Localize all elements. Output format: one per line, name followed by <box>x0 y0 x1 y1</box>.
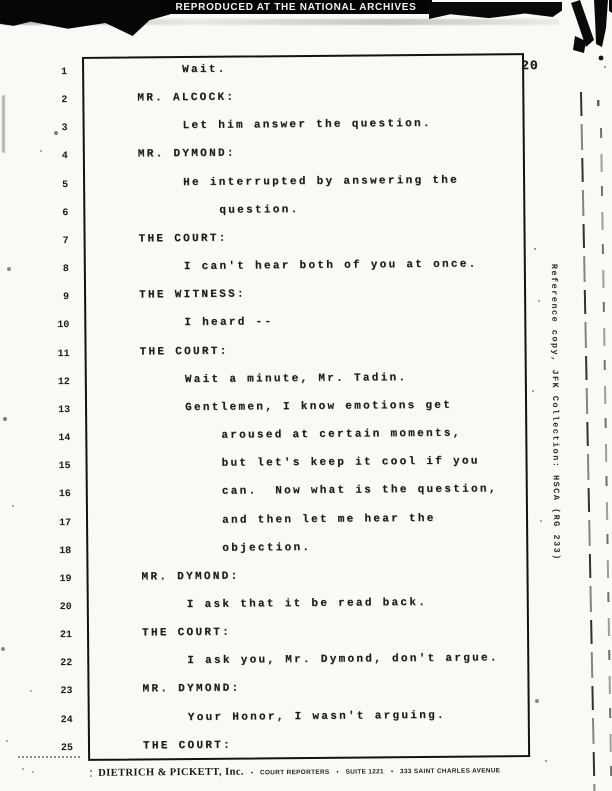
line-number: 20 <box>59 602 72 614</box>
line-number: 21 <box>59 630 73 642</box>
transcript-line <box>39 258 539 291</box>
line-number: 25 <box>60 742 74 754</box>
transcript-line <box>37 89 537 122</box>
transcript-line <box>40 343 540 376</box>
reference-stamp: Reference copy, JFK Collection: HSCA (RG 233) <box>548 263 562 561</box>
line-text: He interrupted by answering the <box>183 174 460 189</box>
line-number: 3 <box>61 123 68 135</box>
line-number: 11 <box>57 348 70 360</box>
line-number: 9 <box>63 292 70 304</box>
line-number: 18 <box>59 545 72 557</box>
footer-separator-dot: • <box>336 769 339 776</box>
line-text: objection. <box>222 541 312 555</box>
line-text: I heard -- <box>184 316 274 330</box>
line-text: THE COURT: <box>139 345 229 359</box>
transcript-line <box>41 540 541 573</box>
page-number: 20 <box>521 57 539 74</box>
line-number: 23 <box>60 686 73 698</box>
footer-detail: COURT REPORTERS <box>259 768 330 777</box>
transcript-line <box>38 145 538 178</box>
line-text: Wait a minute, Mr. Tadin. <box>184 371 408 386</box>
line-number: 16 <box>58 489 71 501</box>
line-number: 5 <box>62 179 69 191</box>
transcript-line <box>42 596 542 629</box>
line-number: 15 <box>58 461 71 473</box>
scan-artifact-streak <box>2 95 5 153</box>
line-text: MR. ALCOCK: <box>137 91 236 105</box>
line-number: 19 <box>59 573 72 585</box>
line-text: I ask that it be read back. <box>186 596 428 612</box>
transcript-line <box>40 399 540 432</box>
line-number: 10 <box>57 320 70 332</box>
transcript-line <box>41 568 541 601</box>
line-number: 8 <box>62 264 69 276</box>
line-number: 2 <box>61 95 68 107</box>
line-number: 6 <box>62 207 69 219</box>
line-text: MR. DYMOND: <box>137 148 236 161</box>
transcript-line <box>39 314 539 347</box>
line-text: I can't hear both of you at once. <box>183 258 478 274</box>
footer-separator-dot: • <box>390 769 394 776</box>
reporter-firm-name: DIETRICH & PICKETT, Inc. <box>98 766 244 779</box>
transcript-line <box>42 652 542 685</box>
line-number: 7 <box>62 236 69 248</box>
line-text: can. Now what is the question, <box>221 483 498 499</box>
scan-artifact-dashes <box>18 756 80 758</box>
line-text: Your Honor, I wasn't arguing. <box>187 709 446 724</box>
transcript-line <box>38 117 538 150</box>
transcript-line <box>40 371 540 404</box>
line-number: 13 <box>58 404 71 417</box>
line-text: MR. DYMOND: <box>141 570 240 584</box>
line-text: Wait. <box>182 63 227 77</box>
line-number: 1 <box>61 67 68 79</box>
transcript-lines <box>37 48 543 769</box>
transcript-line <box>37 61 537 94</box>
line-text: I ask you, Mr. Dymond, don't argue. <box>187 652 499 668</box>
transcript-line <box>43 709 543 742</box>
line-text: THE COURT: <box>138 232 228 246</box>
line-text: and then let me hear the <box>221 512 436 527</box>
line-number: 24 <box>60 714 73 726</box>
transcript-line <box>39 230 539 263</box>
line-number: 14 <box>58 433 71 445</box>
line-number: 17 <box>59 517 72 529</box>
line-text: Let him answer the question. <box>182 118 432 133</box>
line-number: 22 <box>60 658 73 670</box>
line-text: but let's keep it cool if you <box>221 455 480 470</box>
transcript-line <box>41 483 541 516</box>
footer-detail: 333 SAINT CHARLES AVENUE <box>400 767 501 776</box>
line-text: question. <box>219 203 300 217</box>
transcript-line <box>38 174 538 207</box>
footer-separator-dot: • <box>250 770 254 777</box>
transcript-line <box>41 511 541 544</box>
footer-detail: SUITE 1221 <box>345 768 384 776</box>
archives-banner-text: REPRODUCED AT THE NATIONAL ARCHIVES <box>175 1 417 13</box>
reporter-footer-details <box>244 767 501 776</box>
line-text: MR. DYMOND: <box>142 683 241 696</box>
line-text: THE COURT: <box>141 626 232 640</box>
transcript-line <box>42 680 542 713</box>
transcript-line <box>39 286 539 319</box>
transcript-line <box>38 202 538 235</box>
line-text: aroused at certain moments, <box>221 427 462 442</box>
line-text: Gentlemen, I know emotions get <box>185 399 453 414</box>
line-text: THE COURT: <box>142 739 233 753</box>
scan-specks <box>0 0 2 2</box>
line-text: THE WITNESS: <box>139 288 246 302</box>
line-number: 12 <box>57 376 70 388</box>
line-number: 4 <box>61 151 68 163</box>
